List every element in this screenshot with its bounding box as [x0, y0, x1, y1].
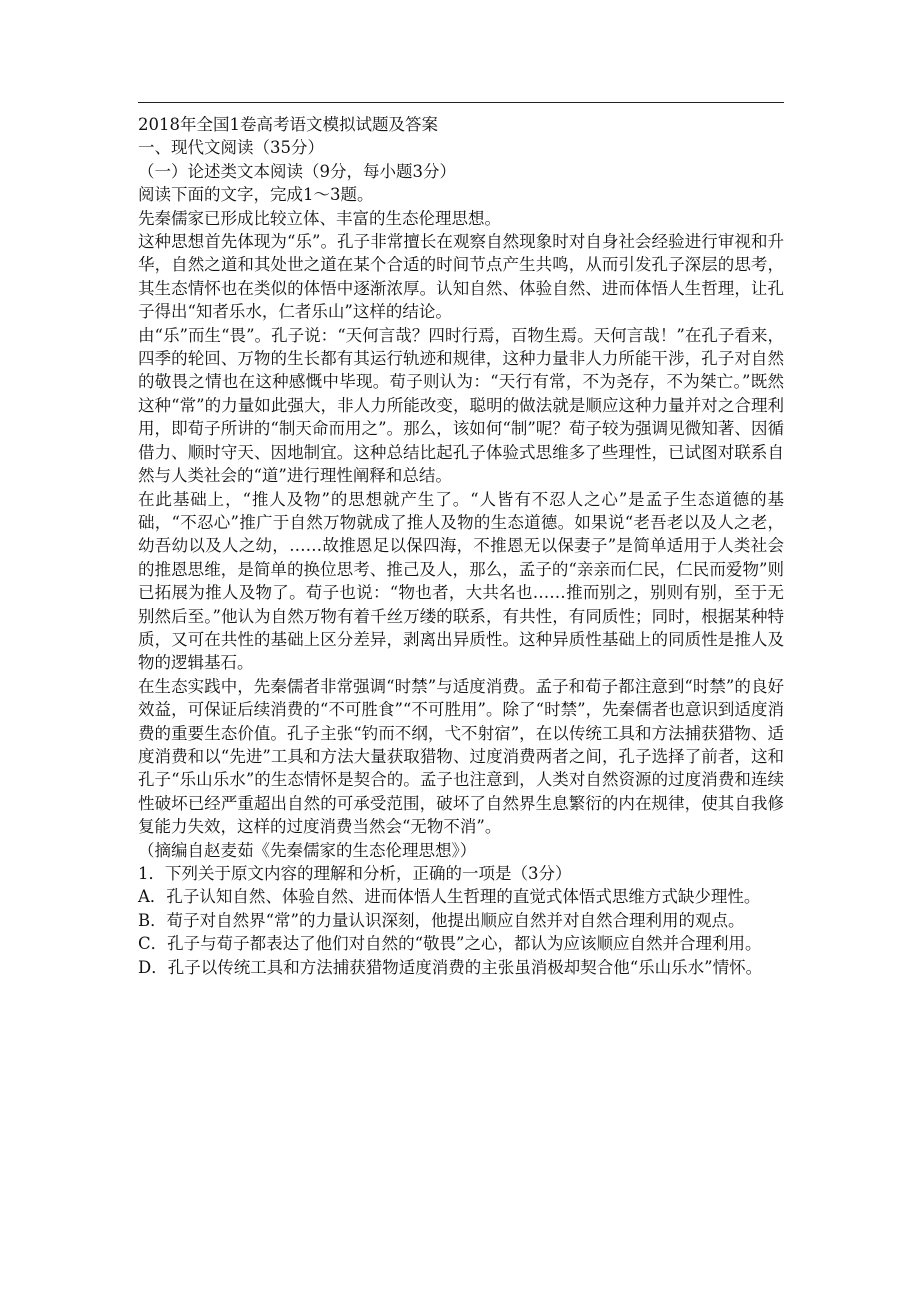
source-citation: （摘编自赵麦茹《先秦儒家的生态伦理思想》）	[138, 840, 477, 860]
subsection-heading: （一）论述类文本阅读（9分，每小题3分）	[138, 161, 456, 181]
section-heading: 一、现代文阅读（35分）	[138, 138, 324, 158]
question-1-stem: 1．下列关于原文内容的理解和分析，正确的一项是（3分）	[138, 864, 572, 883]
paragraph: 在此基础上，“推人及物”的思想就产生了。“人皆有不忍人之心”是孟子生态道德的基础，“不忍心”推广于自然万物就成了推人及物的生态道德。如果说“老吾老以及人之老，幼吾幼以及人之幼，……故推恩足以保四海，不推恩无以保妻子”是简单适用于人类社会的推恩思维，是简单的换位思考、推己及人，那么，孟子的“亲亲而仁民，仁民而爱物”则已拓展为推人及物了。荀子也说：“物也者，大共名也……推而别之，别则有别，至于无别然后至。”他认为自然万物有着千丝万缕的联系，有共性，有同质性；同时，根据某种特质，又可在共性的基础上区分差异，剥离出异质性。这种异质性基础上的同质性是推人及物的逻辑基石。	[138, 489, 784, 673]
paragraph: 先秦儒家已形成比较立体、丰富的生态伦理思想。	[138, 208, 501, 228]
question-1-option-b: B．荀子对自然界“常”的力量认识深刻，他提出顺应自然并对自然合理利用的观点。	[138, 910, 745, 930]
paragraph: 由“乐”而生“畏”。孔子说：“天何言哉？四时行焉，百物生焉。天何言哉！”在孔子看来，四季的轮回、万物的生长都有其运行轨迹和规律，这种力量非人力所能干涉，孔子对自然的敬畏之情也在这种感慨中毕现。荀子则认为：“天行有常，不为尧存，不为桀亡。”既然这种“常”的力量如此强大，非人力所能改变，聪明的做法就是顺应这种力量并对之合理利用，即荀子所讲的“制天命而用之”。那么，该如何“制”呢？荀子较为强调见微知著、因循借力、顺时守天、因地制宜。这种总结比起孔子体验式思维多了些理性，已试图对联系自然与人类社会的“道”进行理性阐释和总结。	[138, 325, 784, 486]
document-page	[138, 102, 784, 979]
question-1-option-d: D．孔子以传统工具和方法捕获猎物适度消费的主张虽消极却契合他“乐山乐水”情怀。	[138, 957, 763, 977]
header-rule	[138, 102, 784, 103]
question-1-option-a: A．孔子认知自然、体验自然、进而体悟人生哲理的直觉式体悟式思维方式缺少理性。	[138, 887, 761, 907]
question-1-option-c: C．孔子与荀子都表达了他们对自然的“敬畏”之心，都认为应该顺应自然并合理利用。	[138, 934, 762, 954]
reading-instruction: 阅读下面的文字，完成1～3题。	[138, 185, 374, 205]
document-title: 2018年全国1卷高考语文模拟试题及答案	[138, 115, 438, 134]
paragraph: 在生态实践中，先秦儒者非常强调“时禁”与适度消费。孟子和荀子都注意到“时禁”的良好效益，可保证后续消费的“不可胜食”“不可胜用”。除了“时禁”，先秦儒者也意识到适度消费的重要生态价值。孔子主张“钓而不纲，弋不射宿”，在以传统工具和方法捕获猎物、适度消费和以“先进”工具和方法大量获取猎物、过度消费两者之间，孔子选择了前者，这和孔子“乐山乐水”的生态情怀是契合的。孟子也注意到，人类对自然资源的过度消费和连续性破坏已经严重超出自然的可承受范围，破坏了自然界生息繁衍的内在规律，使其自我修复能力失效，这样的过度消费当然会“无物不消”。	[138, 676, 784, 837]
paragraph: 这种思想首先体现为“乐”。孔子非常擅长在观察自然现象时对自身社会经验进行审视和升华，自然之道和其处世之道在某个合适的时间节点产生共鸣，从而引发孔子深层的思考，其生态情怀也在类似的体悟中逐渐浓厚。认知自然、体验自然、进而体悟人生哲理，让孔子得出“知者乐水，仁者乐山”这样的结论。	[138, 232, 784, 322]
document-body	[138, 113, 784, 979]
